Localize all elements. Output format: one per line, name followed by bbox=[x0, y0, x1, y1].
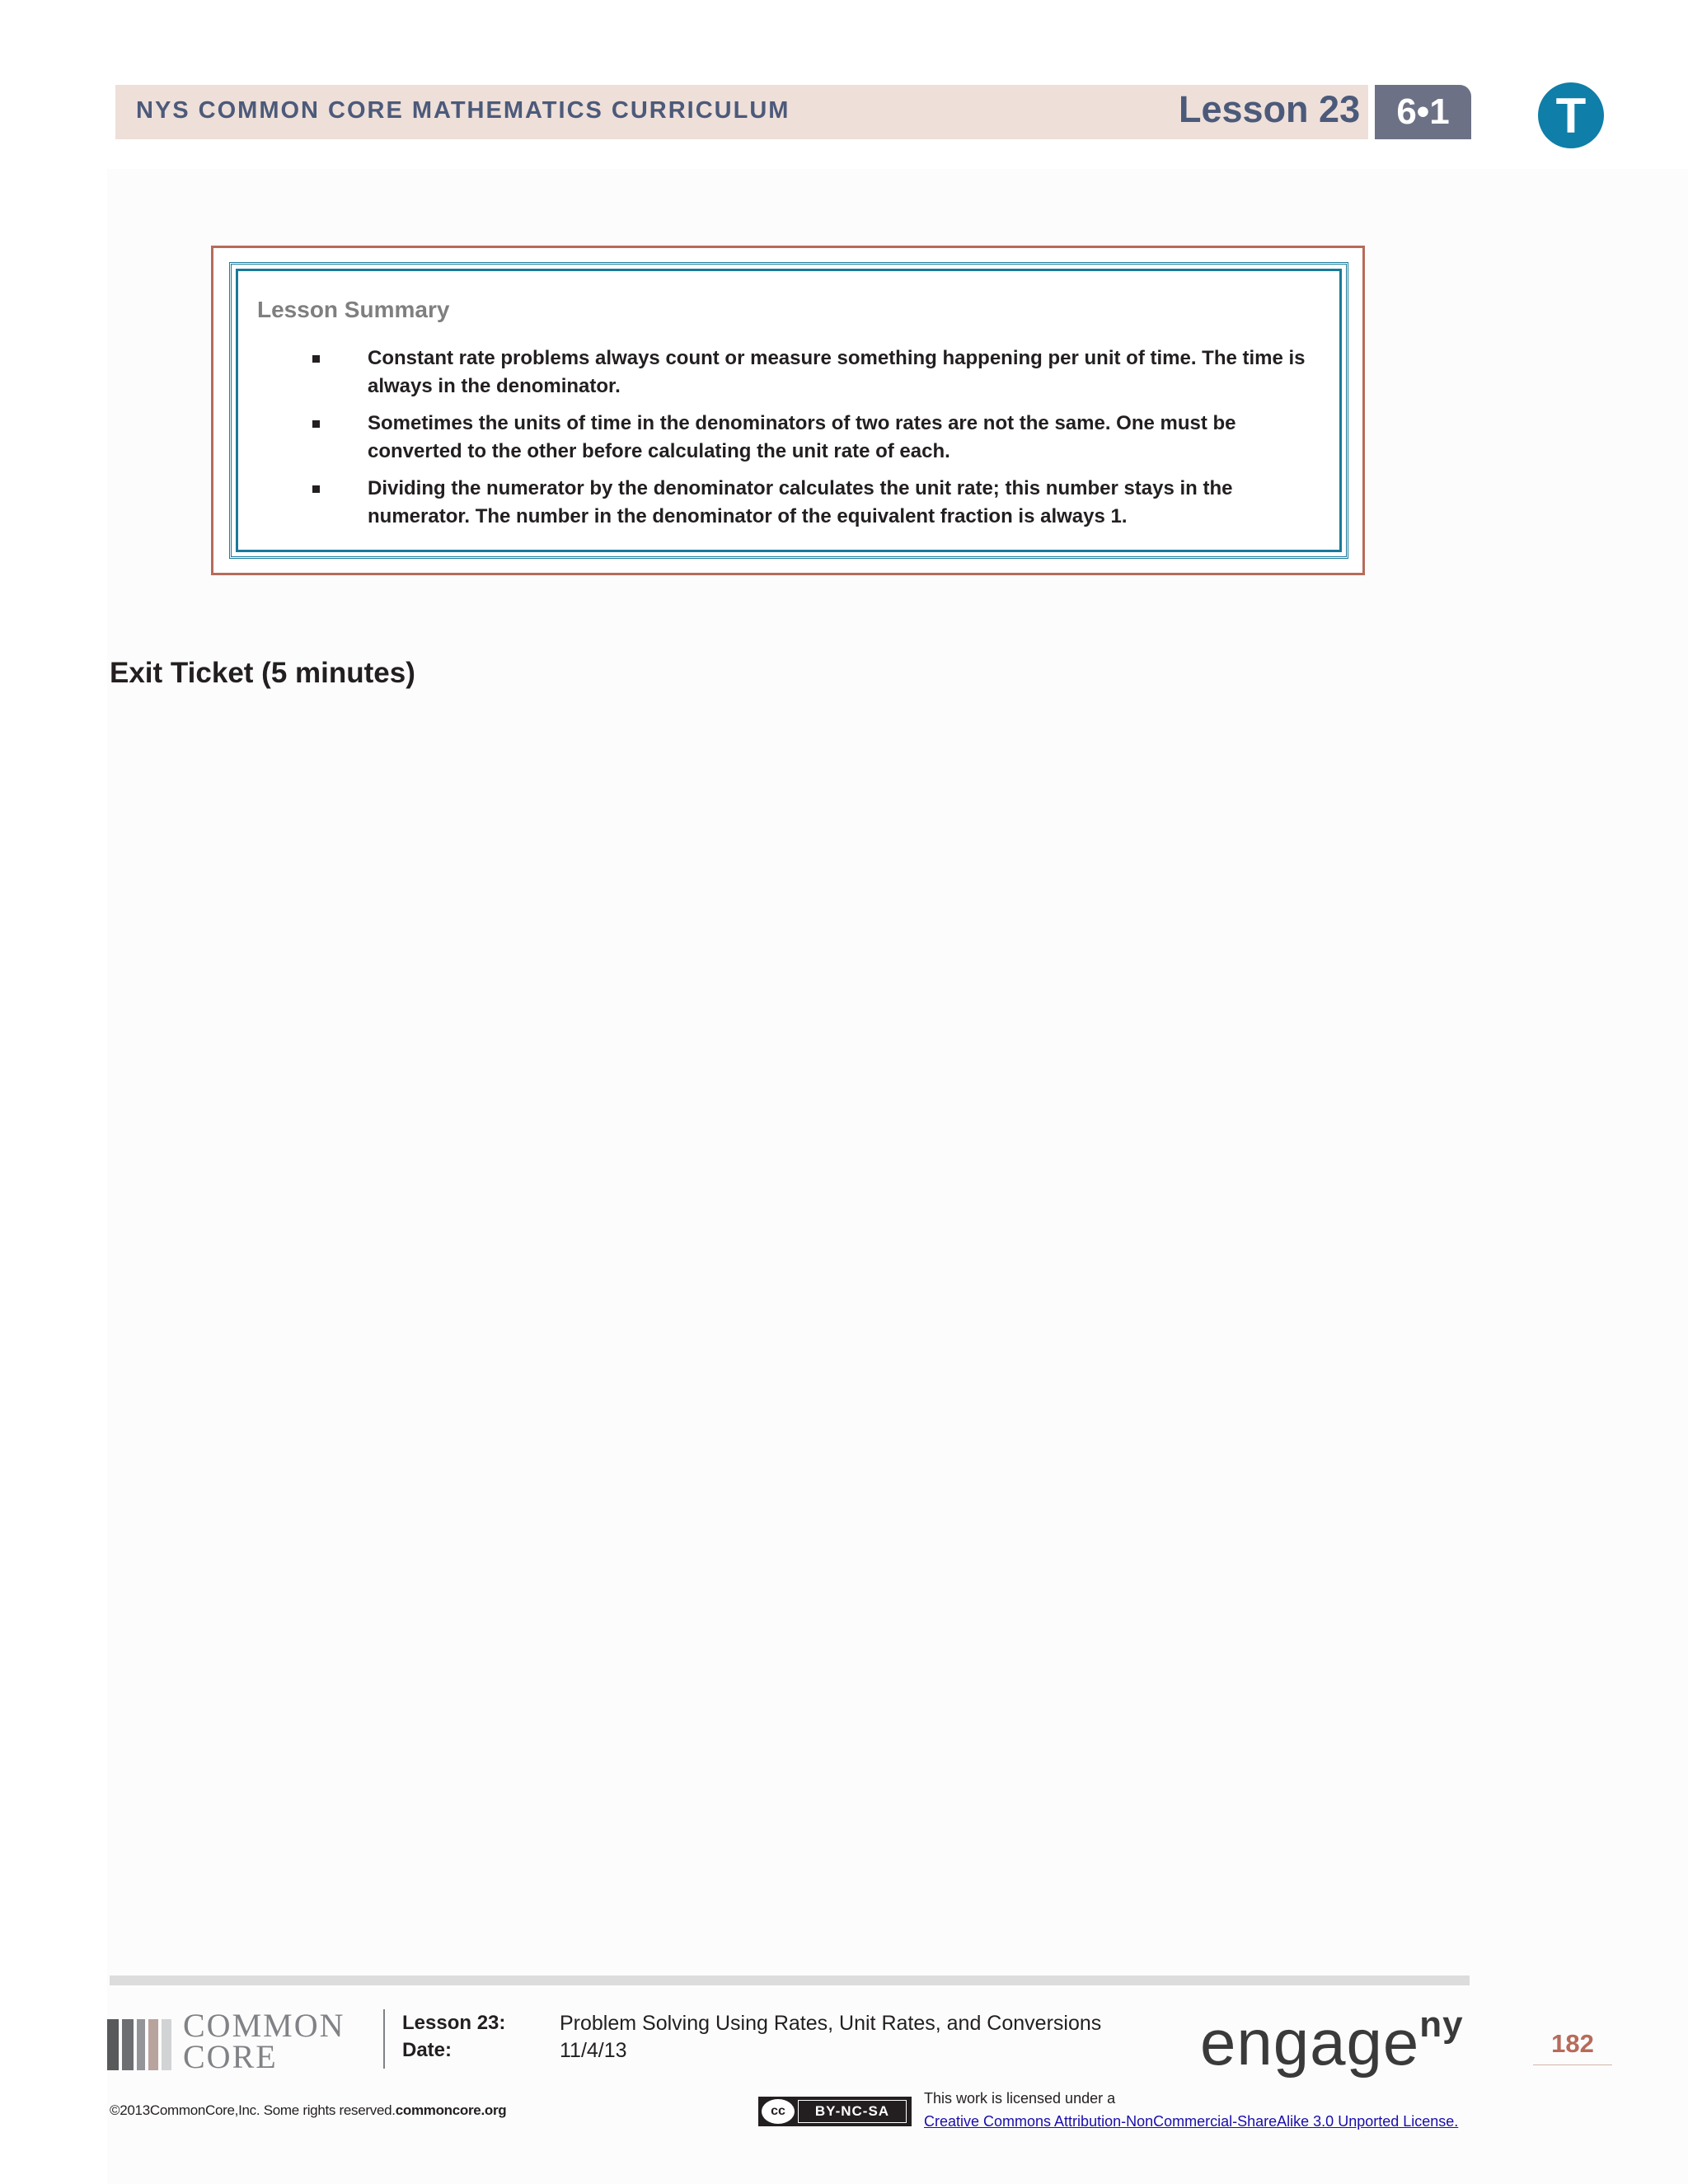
copyright-site[interactable]: commoncore.org bbox=[395, 2102, 507, 2118]
footer-lesson-label: Lesson 23: bbox=[402, 2012, 506, 2034]
summary-item-line: numerator. The number in the denominator of the equivalent fraction is always 1. bbox=[368, 505, 1128, 527]
footer-date-label: Date: bbox=[402, 2039, 452, 2061]
bullet-icon bbox=[312, 485, 320, 493]
common-core-bars-icon bbox=[107, 2016, 173, 2070]
logo-text-line1: COMMON bbox=[183, 2007, 345, 2044]
ny-text: ny bbox=[1419, 2004, 1464, 2045]
common-core-logo bbox=[107, 2007, 354, 2075]
cc-terms-label: BY-NC-SA bbox=[798, 2100, 907, 2123]
teacher-badge-icon: T bbox=[1538, 82, 1604, 148]
summary-item bbox=[305, 475, 1311, 531]
summary-heading: Lesson Summary bbox=[257, 297, 450, 322]
footer-lesson-title: Problem Solving Using Rates, Unit Rates, and Conversions bbox=[560, 2012, 1102, 2035]
lesson-title: Lesson 23 bbox=[1179, 88, 1361, 130]
summary-item-line: Constant rate problems always count or measure something happening per unit of time. The time is bbox=[368, 347, 1306, 369]
engage-text: engage bbox=[1200, 2006, 1420, 2079]
exit-ticket-heading: Exit Ticket (5 minutes) bbox=[110, 657, 415, 689]
page-number-underline bbox=[1533, 2064, 1612, 2065]
summary-item bbox=[305, 410, 1311, 466]
footer-date: 11/4/13 bbox=[560, 2039, 627, 2062]
logo-text-line2: CORE bbox=[183, 2038, 278, 2075]
summary-item-line: converted to the other before calculating the unit rate of each. bbox=[368, 440, 950, 462]
copyright-text: ©2013CommonCore,Inc. Some rights reserved. bbox=[110, 2102, 396, 2118]
summary-item-line: Dividing the numerator by the denominator calculates the unit rate; this number stays in the bbox=[368, 477, 1233, 499]
summary-item bbox=[305, 344, 1311, 401]
footer-rule bbox=[110, 1975, 1470, 1985]
summary-item-line: always in the denominator. bbox=[368, 375, 621, 397]
footer-divider bbox=[383, 2009, 385, 2069]
creative-commons-icon: cc bbox=[762, 2099, 795, 2124]
engageny-logo bbox=[1200, 2004, 1464, 2080]
summary-list bbox=[305, 344, 1311, 540]
license-intro: This work is licensed under a bbox=[924, 2090, 1116, 2107]
summary-item-line: Sometimes the units of time in the denominators of two rates are not the same. One must be bbox=[368, 412, 1236, 434]
page-number: 182 bbox=[1551, 2029, 1594, 2058]
cc-license-badge[interactable] bbox=[758, 2097, 912, 2126]
bullet-icon bbox=[312, 355, 320, 363]
grade-module-badge: 6•1 bbox=[1375, 85, 1471, 139]
copyright-notice bbox=[110, 2102, 506, 2119]
license-link[interactable]: Creative Commons Attribution-NonCommercial-ShareAlike 3.0 Unported License. bbox=[924, 2113, 1459, 2130]
curriculum-title: NYS COMMON CORE MATHEMATICS CURRICULUM bbox=[136, 97, 790, 124]
bullet-icon bbox=[312, 420, 320, 428]
